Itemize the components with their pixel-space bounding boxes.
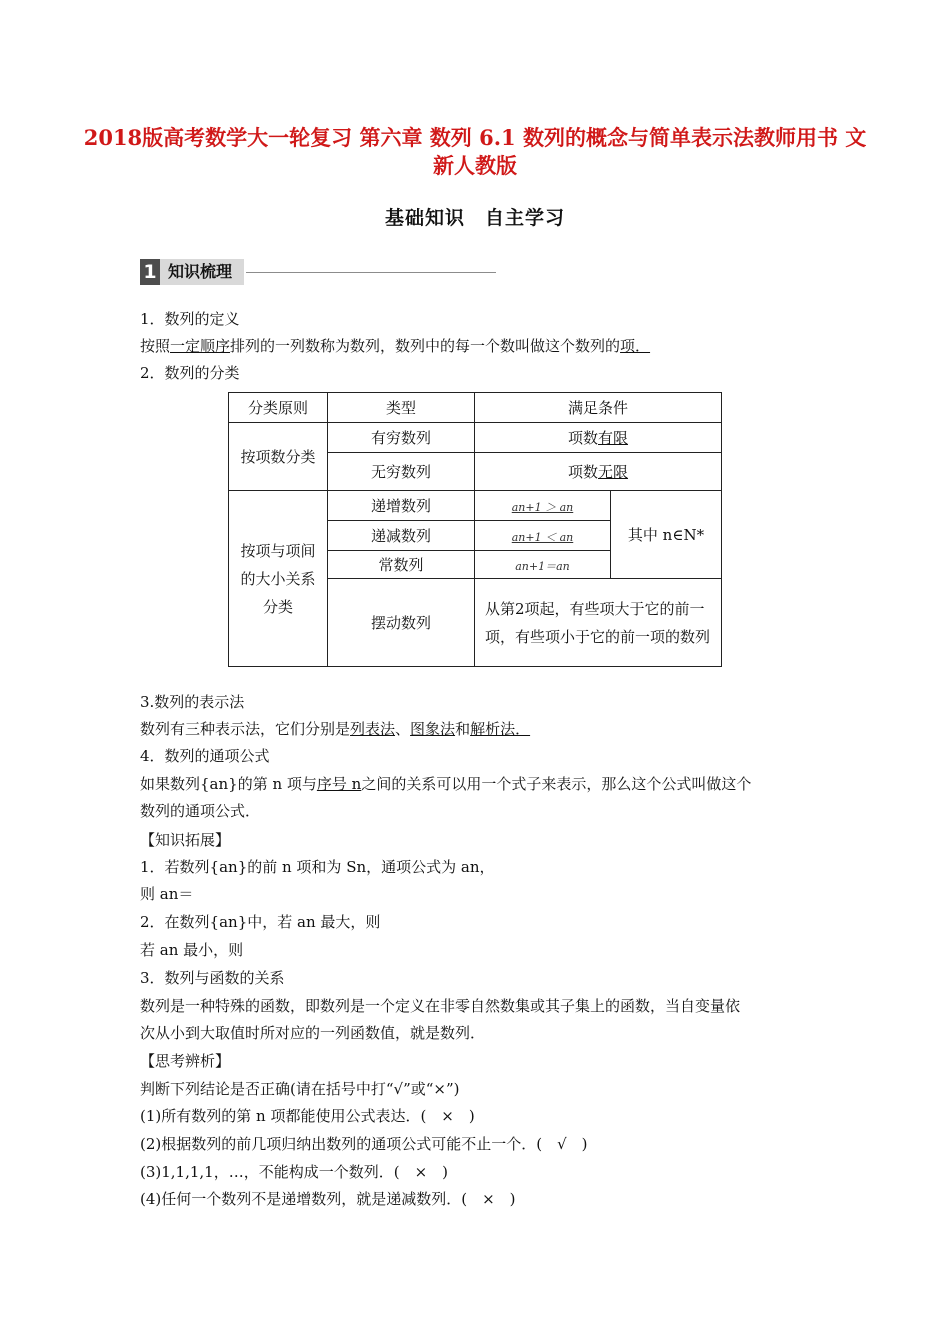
- section-subtitle: 基础知识 自主学习: [384, 207, 565, 229]
- table-cell: 按项数分类: [229, 423, 328, 491]
- general-term-paragraph: [140, 774, 751, 794]
- formula: an+1 ＜ an: [511, 530, 574, 544]
- representation-paragraph: [140, 719, 530, 739]
- extension-line: 若 an 最小，则: [140, 941, 244, 959]
- table-cell: 递减数列: [328, 521, 475, 551]
- section-header: [140, 259, 496, 285]
- blank-answer: 项．: [620, 337, 651, 355]
- extension-line: 则 an＝: [140, 885, 194, 903]
- section-label: 知识梳理: [160, 259, 244, 285]
- blank-answer: 图象法: [410, 720, 456, 738]
- think-question: (4)任何一个数列不是递增数列，就是递减数列．( × ): [140, 1190, 516, 1208]
- section-rule: [246, 272, 496, 273]
- formula: an+1 ＞ an: [511, 500, 574, 514]
- general-term-paragraph-cont: 数列的通项公式．: [140, 802, 261, 820]
- text: 、: [395, 720, 411, 738]
- text: 如果数列{an}的第 n 项与: [140, 775, 317, 793]
- formula-cell: [475, 551, 611, 579]
- table-header: 分类原则: [229, 393, 328, 423]
- extension-line: 3．数列与函数的关系: [140, 969, 285, 987]
- section-number: 1: [140, 259, 160, 285]
- formula-cell: [475, 491, 611, 521]
- table-cell: 有穷数列: [328, 423, 475, 453]
- blank-answer: 无限: [598, 463, 629, 481]
- extension-line: 数列是一种特殊的函数，即数列是一个定义在非零自然数集或其子集上的函数，当自变量依: [140, 997, 741, 1015]
- table-cell: 摆动数列: [328, 579, 475, 667]
- text: 项数: [567, 463, 598, 481]
- table-cell: [475, 423, 722, 453]
- extension-line: 2．在数列{an}中，若 an 最大，则: [140, 913, 381, 931]
- text: 项数: [567, 429, 598, 447]
- heading-general-term: 4．数列的通项公式: [140, 747, 270, 765]
- think-question: (1)所有数列的第 n 项都能使用公式表达．( × ): [140, 1107, 475, 1125]
- table-cell: 无穷数列: [328, 453, 475, 491]
- table-cell: 按项与项间的大小关系分类: [229, 491, 328, 667]
- blank-answer: 序号 n: [316, 775, 362, 793]
- think-question: (2)根据数列的前几项归纳出数列的通项公式可能不止一个．( √ ): [140, 1135, 588, 1153]
- text: 和: [455, 720, 471, 738]
- document-title: 2018版高考数学大一轮复习 第六章 数列 6.1 数列的概念与简单表示法教师用书 文 新人教版: [83, 125, 867, 178]
- extension-line: 次从小到大取值时所对应的一列函数值，就是数列．: [140, 1024, 486, 1042]
- table-cell: 递增数列: [328, 491, 475, 521]
- heading-definition: 1．数列的定义: [140, 310, 240, 328]
- table-header: 满足条件: [475, 393, 722, 423]
- heading-representation: 3.数列的表示法: [140, 693, 245, 711]
- text: 数列有三种表示法，它们分别是: [140, 720, 351, 738]
- table-cell: 常数列: [328, 551, 475, 579]
- heading-classification: 2．数列的分类: [140, 364, 240, 382]
- text: 排列的一列数称为数列，数列中的每一个数叫做这个数列的: [230, 337, 621, 355]
- text: 之间的关系可以用一个式子来表示，那么这个公式叫做这个: [361, 775, 752, 793]
- blank-answer: 解析法．: [470, 720, 531, 738]
- table-cell: [475, 453, 722, 491]
- table-cell: 其中 n∈N*: [611, 491, 722, 579]
- think-question: (3)1,1,1,1，…，不能构成一个数列．( × ): [140, 1163, 448, 1181]
- blank-answer: 有限: [598, 429, 629, 447]
- table-cell: 从第2项起，有些项大于它的前一项，有些项小于它的前一项的数列: [475, 579, 722, 667]
- classification-table: [228, 392, 722, 667]
- text: 按照: [140, 337, 171, 355]
- blank-answer: 一定顺序: [170, 337, 231, 355]
- formula: an+1＝an: [515, 559, 570, 573]
- blank-answer: 列表法: [350, 720, 396, 738]
- heading-think: 【思考辨析】: [140, 1052, 231, 1070]
- definition-paragraph: [140, 336, 650, 356]
- extension-line: 1．若数列{an}的前 n 项和为 Sn，通项公式为 an，: [140, 858, 495, 876]
- heading-extension: 【知识拓展】: [140, 831, 231, 849]
- think-intro: 判断下列结论是否正确(请在括号中打“√”或“×”): [140, 1080, 460, 1098]
- formula-cell: [475, 521, 611, 551]
- table-header: 类型: [328, 393, 475, 423]
